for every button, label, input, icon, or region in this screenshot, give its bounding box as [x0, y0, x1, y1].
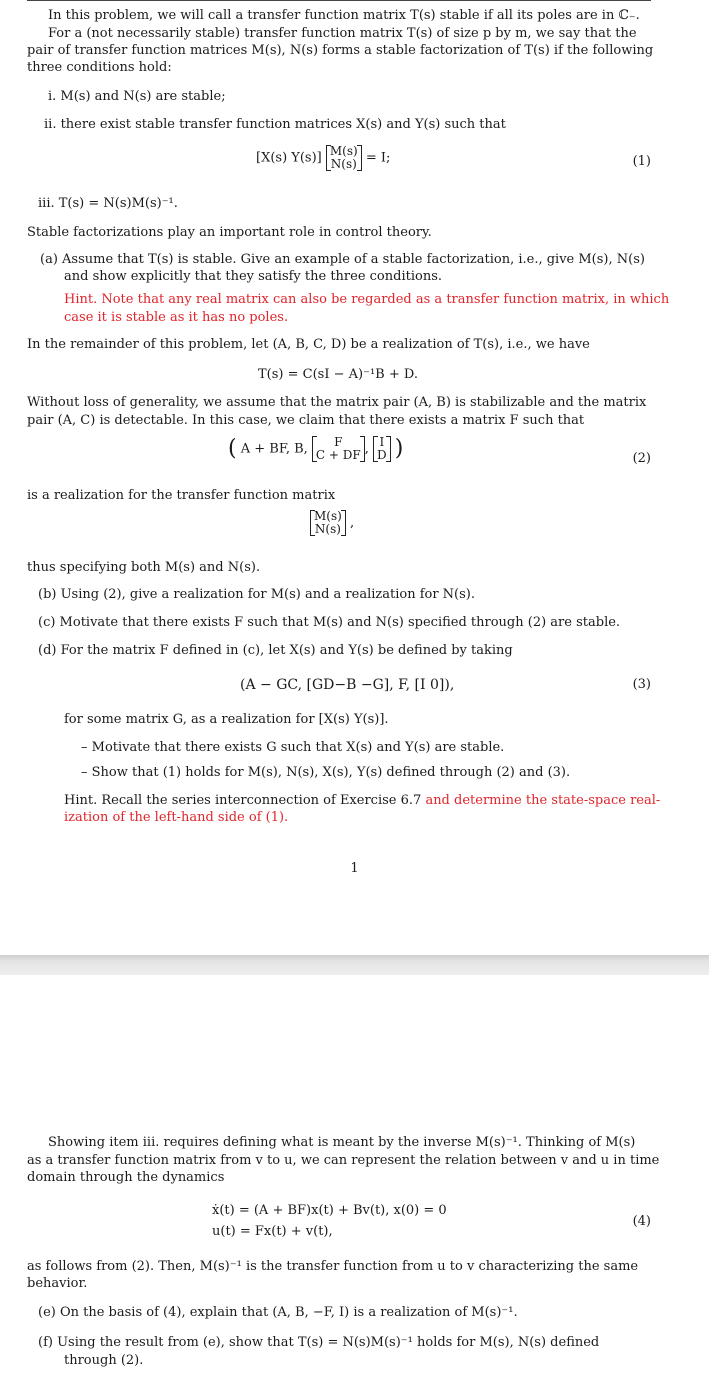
p2-line-1: Showing item iii. requires defining what is meant by the inverse M(s)⁻¹. Thinking of M(s)	[48, 1135, 636, 1150]
dash-item-2: – Show that (1) holds for M(s), N(s), X(s), Y(s) defined through (2) and (3).	[81, 765, 571, 780]
eqMN-top: M(s)	[314, 509, 342, 523]
condition-iii: iii. T(s) = N(s)M(s)⁻¹.	[38, 196, 178, 211]
equation-3: (A − GC, [GD−B −G], F, [I 0]),	[240, 677, 455, 693]
hint-1-line-2: case it is stable as it has no poles.	[64, 310, 289, 325]
hint-1-line-1: Hint. Note that any real matrix can also be regarded as a transfer function matrix, in which	[64, 292, 670, 307]
equation-1-left: [X(s) Y(s)]	[256, 150, 322, 166]
eq2-m1-bot: C + DF	[315, 448, 361, 462]
equation-MN: M(s) N(s) ,	[310, 510, 354, 536]
remainder-text: In the remainder of this problem, let (A, B, C, D) be a realization of T(s), i.e., we have	[27, 337, 590, 352]
eq1-top: M(s)	[329, 144, 358, 158]
hint-2-red: and determine the state-space real-	[425, 793, 661, 808]
item-c: (c) Motivate that there exists F such that M(s) and N(s) specified through (2) are stable.	[38, 615, 621, 630]
hint-2-line-1	[64, 793, 660, 809]
item-a-line-2: and show explicitly that they satisfy the three conditions.	[64, 269, 442, 284]
equation-2: ( A + BF, B, F C + DF , I D )	[228, 435, 404, 462]
stable-factorizations-text: Stable factorizations play an important role in control theory.	[27, 225, 432, 240]
equation-1	[256, 145, 390, 171]
thus-text: thus specifying both M(s) and N(s).	[27, 560, 261, 575]
item-d: (d) For the matrix F defined in (c), let X(s) and Y(s) be defined by taking	[38, 643, 513, 658]
top-rule	[27, 0, 651, 1]
condition-i: i. M(s) and N(s) are stable;	[48, 89, 226, 104]
eq2-matrix-1	[312, 436, 365, 462]
eq2-first: A + BF, B,	[240, 441, 308, 457]
equation-T: T(s) = C(sI − A)⁻¹B + D.	[258, 367, 418, 382]
equation-4-line-1: ẋ(t) = (A + BF)x(t) + Bv(t), x(0) = 0	[212, 1203, 447, 1218]
eq2-m2-bot: D	[377, 448, 387, 462]
item-f-line-2: through (2).	[64, 1353, 144, 1368]
document-page-2	[0, 975, 709, 1389]
intro-line-3: pair of transfer function matrices M(s), N(s) forms a stable factorization of T(s) if the following	[27, 43, 654, 58]
page-number: 1	[350, 861, 359, 876]
item-f-line-1: (f) Using the result from (e), show that T(s) = N(s)M(s)⁻¹ holds for M(s), N(s) defined	[38, 1335, 600, 1350]
equation-1-matrix	[326, 145, 362, 171]
p2-follows-line-2: behavior.	[27, 1276, 88, 1291]
p2-follows-line-1: as follows from (2). Then, M(s)⁻¹ is the transfer function from u to v characterizing the same	[27, 1259, 639, 1274]
equation-3-number: (3)	[632, 677, 651, 692]
intro-line-1: In this problem, we will call a transfer function matrix T(s) stable if all its poles are in ℂ₋.	[48, 8, 640, 23]
eq2-m1-top: F	[334, 435, 343, 449]
intro-line-2: For a (not necessarily stable) transfer function matrix T(s) of size p by m, we say that the	[48, 26, 637, 41]
condition-ii: ii. there exist stable transfer function matrices X(s) and Y(s) such that	[44, 117, 506, 132]
hint-2-black: Hint. Recall the series interconnection of Exercise 6.7	[64, 793, 422, 808]
hint-2-line-2: ization of the left-hand side of (1).	[64, 810, 289, 825]
equation-4-number: (4)	[632, 1214, 651, 1229]
equation-1-right: = I;	[365, 150, 391, 166]
eq2-matrix-2	[373, 436, 391, 462]
eqMN-bot: N(s)	[314, 522, 341, 536]
some-G-text: for some matrix G, as a realization for [X(s) Y(s)].	[64, 712, 389, 727]
page-separator	[0, 955, 709, 975]
dash-item-1: – Motivate that there exists G such that X(s) and Y(s) are stable.	[81, 740, 505, 755]
item-a-line-1: (a) Assume that T(s) is stable. Give an example of a stable factorization, i.e., give M(s), N(s)	[40, 252, 645, 267]
is-realization-text: is a realization for the transfer function matrix	[27, 488, 336, 503]
eq2-m2-top: I	[379, 435, 385, 449]
intro-line-4: three conditions hold:	[27, 60, 172, 75]
p2-line-2: as a transfer function matrix from v to u, we can represent the relation between v and u in time	[27, 1153, 660, 1168]
equation-2-number: (2)	[632, 451, 651, 466]
item-e: (e) On the basis of (4), explain that (A, B, −F, I) is a realization of M(s)⁻¹.	[38, 1305, 518, 1320]
wlog-line-2: pair (A, C) is detectable. In this case, we claim that there exists a matrix F such that	[27, 413, 585, 428]
equation-4-line-2: u(t) = Fx(t) + v(t),	[212, 1224, 333, 1239]
equation-1-number: (1)	[632, 154, 651, 169]
item-b: (b) Using (2), give a realization for M(s) and a realization for N(s).	[38, 587, 476, 602]
eq1-bot: N(s)	[330, 157, 357, 171]
p2-line-3: domain through the dynamics	[27, 1170, 225, 1185]
wlog-line-1: Without loss of generality, we assume that the matrix pair (A, B) is stabilizable and the matrix	[27, 395, 647, 410]
